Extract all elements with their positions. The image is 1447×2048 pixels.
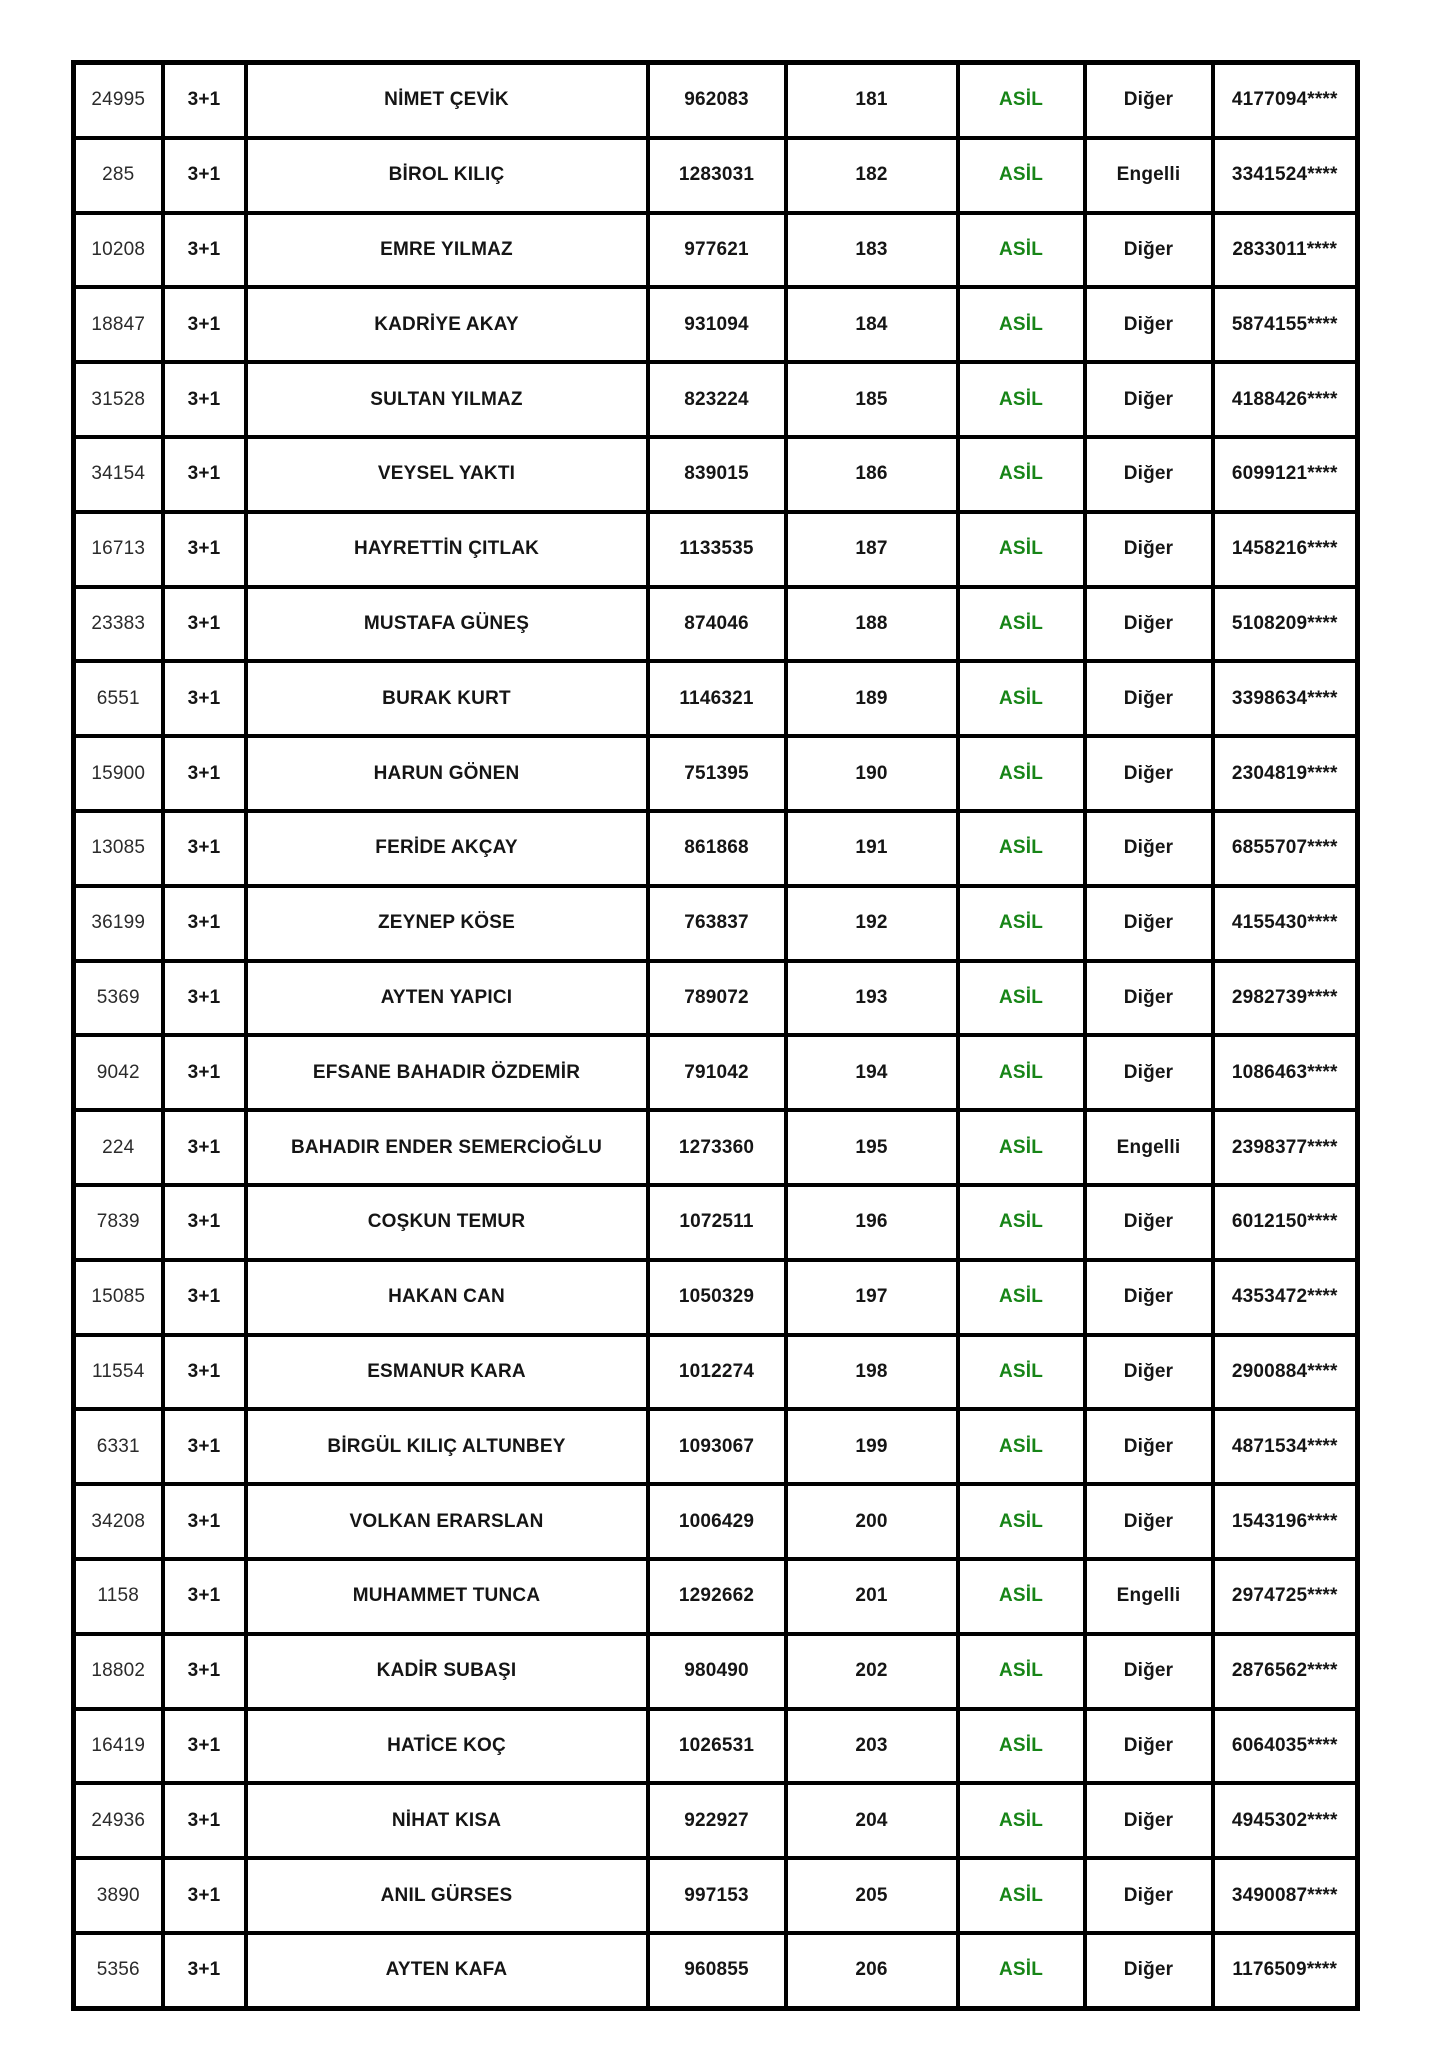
table-row <box>74 138 1358 213</box>
unit-type-cell: 3+1 <box>163 287 246 362</box>
application-code-cell: 823224 <box>648 362 786 437</box>
application-no-cell: 31528 <box>74 362 163 437</box>
masked-id-cell: 4945302**** <box>1213 1783 1358 1858</box>
draw-order-cell: 190 <box>786 736 958 811</box>
full-name-cell: ANIL GÜRSES <box>246 1858 648 1933</box>
result-status-cell: ASİL <box>958 362 1085 437</box>
application-code-cell: 1292662 <box>648 1559 786 1634</box>
category-cell: Diğer <box>1085 213 1213 288</box>
masked-id-cell: 4155430**** <box>1213 886 1358 961</box>
category-cell: Diğer <box>1085 63 1213 138</box>
unit-type-cell: 3+1 <box>163 1409 246 1484</box>
unit-type-cell: 3+1 <box>163 213 246 288</box>
result-status-cell: ASİL <box>958 1110 1085 1185</box>
category-cell: Diğer <box>1085 1185 1213 1260</box>
full-name-cell: EFSANE BAHADIR ÖZDEMİR <box>246 1035 648 1110</box>
full-name-cell: HATİCE KOÇ <box>246 1709 648 1784</box>
table-row <box>74 1035 1358 1110</box>
table-row <box>74 362 1358 437</box>
application-code-cell: 874046 <box>648 587 786 662</box>
table-row <box>74 287 1358 362</box>
full-name-cell: FERİDE AKÇAY <box>246 811 648 886</box>
full-name-cell: AYTEN YAPICI <box>246 961 648 1036</box>
masked-id-cell: 5874155**** <box>1213 287 1358 362</box>
application-code-cell: 1093067 <box>648 1409 786 1484</box>
table-row <box>74 661 1358 736</box>
draw-order-cell: 194 <box>786 1035 958 1110</box>
table-row <box>74 213 1358 288</box>
category-cell: Diğer <box>1085 661 1213 736</box>
result-status-cell: ASİL <box>958 811 1085 886</box>
masked-id-cell: 2982739**** <box>1213 961 1358 1036</box>
application-no-cell: 24995 <box>74 63 163 138</box>
draw-order-cell: 186 <box>786 437 958 512</box>
full-name-cell: VOLKAN ERARSLAN <box>246 1484 648 1559</box>
draw-order-cell: 205 <box>786 1858 958 1933</box>
unit-type-cell: 3+1 <box>163 811 246 886</box>
category-cell: Engelli <box>1085 1110 1213 1185</box>
application-code-cell: 1026531 <box>648 1709 786 1784</box>
masked-id-cell: 2876562**** <box>1213 1634 1358 1709</box>
unit-type-cell: 3+1 <box>163 1035 246 1110</box>
application-code-cell: 980490 <box>648 1634 786 1709</box>
unit-type-cell: 3+1 <box>163 1783 246 1858</box>
draw-order-cell: 188 <box>786 587 958 662</box>
draw-order-cell: 185 <box>786 362 958 437</box>
unit-type-cell: 3+1 <box>163 362 246 437</box>
masked-id-cell: 5108209**** <box>1213 587 1358 662</box>
application-code-cell: 931094 <box>648 287 786 362</box>
application-no-cell: 34154 <box>74 437 163 512</box>
application-no-cell: 16419 <box>74 1709 163 1784</box>
application-no-cell: 15085 <box>74 1260 163 1335</box>
unit-type-cell: 3+1 <box>163 1634 246 1709</box>
masked-id-cell: 6855707**** <box>1213 811 1358 886</box>
table-row <box>74 437 1358 512</box>
category-cell: Diğer <box>1085 811 1213 886</box>
result-status-cell: ASİL <box>958 1035 1085 1110</box>
draw-order-cell: 195 <box>786 1110 958 1185</box>
category-cell: Engelli <box>1085 1559 1213 1634</box>
application-code-cell: 1146321 <box>648 661 786 736</box>
table-row <box>74 63 1358 138</box>
table-row <box>74 1634 1358 1709</box>
result-status-cell: ASİL <box>958 736 1085 811</box>
application-no-cell: 224 <box>74 1110 163 1185</box>
draw-order-cell: 202 <box>786 1634 958 1709</box>
masked-id-cell: 2833011**** <box>1213 213 1358 288</box>
draw-order-cell: 200 <box>786 1484 958 1559</box>
table-row <box>74 512 1358 587</box>
full-name-cell: KADRİYE AKAY <box>246 287 648 362</box>
result-status-cell: ASİL <box>958 1709 1085 1784</box>
table-row <box>74 1709 1358 1784</box>
unit-type-cell: 3+1 <box>163 886 246 961</box>
result-status-cell: ASİL <box>958 287 1085 362</box>
draw-order-cell: 181 <box>786 63 958 138</box>
application-no-cell: 11554 <box>74 1335 163 1410</box>
masked-id-cell: 1086463**** <box>1213 1035 1358 1110</box>
application-no-cell: 36199 <box>74 886 163 961</box>
application-no-cell: 10208 <box>74 213 163 288</box>
category-cell: Diğer <box>1085 1858 1213 1933</box>
table-row <box>74 1110 1358 1185</box>
category-cell: Diğer <box>1085 1260 1213 1335</box>
result-status-cell: ASİL <box>958 961 1085 1036</box>
application-no-cell: 34208 <box>74 1484 163 1559</box>
application-code-cell: 789072 <box>648 961 786 1036</box>
result-status-cell: ASİL <box>958 138 1085 213</box>
application-no-cell: 9042 <box>74 1035 163 1110</box>
draw-order-cell: 198 <box>786 1335 958 1410</box>
masked-id-cell: 2398377**** <box>1213 1110 1358 1185</box>
application-no-cell: 23383 <box>74 587 163 662</box>
draw-order-cell: 201 <box>786 1559 958 1634</box>
application-no-cell: 6331 <box>74 1409 163 1484</box>
application-code-cell: 960855 <box>648 1933 786 2008</box>
table-row <box>74 811 1358 886</box>
draw-order-cell: 203 <box>786 1709 958 1784</box>
masked-id-cell: 2974725**** <box>1213 1559 1358 1634</box>
full-name-cell: SULTAN YILMAZ <box>246 362 648 437</box>
draw-order-cell: 197 <box>786 1260 958 1335</box>
draw-order-cell: 192 <box>786 886 958 961</box>
unit-type-cell: 3+1 <box>163 1559 246 1634</box>
draw-order-cell: 183 <box>786 213 958 288</box>
masked-id-cell: 4177094**** <box>1213 63 1358 138</box>
masked-id-cell: 3490087**** <box>1213 1858 1358 1933</box>
result-status-cell: ASİL <box>958 1634 1085 1709</box>
application-code-cell: 962083 <box>648 63 786 138</box>
application-no-cell: 18802 <box>74 1634 163 1709</box>
table-row <box>74 1335 1358 1410</box>
application-code-cell: 1072511 <box>648 1185 786 1260</box>
application-code-cell: 791042 <box>648 1035 786 1110</box>
category-cell: Diğer <box>1085 287 1213 362</box>
category-cell: Diğer <box>1085 1709 1213 1784</box>
application-no-cell: 285 <box>74 138 163 213</box>
result-status-cell: ASİL <box>958 587 1085 662</box>
masked-id-cell: 1176509**** <box>1213 1933 1358 2008</box>
full-name-cell: BİRGÜL KILIÇ ALTUNBEY <box>246 1409 648 1484</box>
application-code-cell: 1133535 <box>648 512 786 587</box>
category-cell: Diğer <box>1085 1484 1213 1559</box>
application-no-cell: 24936 <box>74 1783 163 1858</box>
application-code-cell: 751395 <box>648 736 786 811</box>
draw-order-cell: 184 <box>786 287 958 362</box>
draw-order-cell: 206 <box>786 1933 958 2008</box>
result-status-cell: ASİL <box>958 437 1085 512</box>
full-name-cell: AYTEN KAFA <box>246 1933 648 2008</box>
draw-order-cell: 189 <box>786 661 958 736</box>
application-code-cell: 1273360 <box>648 1110 786 1185</box>
table-row <box>74 1185 1358 1260</box>
unit-type-cell: 3+1 <box>163 138 246 213</box>
table-row <box>74 961 1358 1036</box>
full-name-cell: HAYRETTİN ÇITLAK <box>246 512 648 587</box>
application-no-cell: 1158 <box>74 1559 163 1634</box>
category-cell: Diğer <box>1085 362 1213 437</box>
masked-id-cell: 4188426**** <box>1213 362 1358 437</box>
result-status-cell: ASİL <box>958 886 1085 961</box>
unit-type-cell: 3+1 <box>163 1484 246 1559</box>
unit-type-cell: 3+1 <box>163 1260 246 1335</box>
application-no-cell: 18847 <box>74 287 163 362</box>
full-name-cell: EMRE YILMAZ <box>246 213 648 288</box>
category-cell: Diğer <box>1085 1335 1213 1410</box>
category-cell: Diğer <box>1085 1409 1213 1484</box>
table-body <box>74 63 1358 2009</box>
result-status-cell: ASİL <box>958 1185 1085 1260</box>
result-status-cell: ASİL <box>958 213 1085 288</box>
application-no-cell: 15900 <box>74 736 163 811</box>
application-no-cell: 16713 <box>74 512 163 587</box>
application-code-cell: 922927 <box>648 1783 786 1858</box>
full-name-cell: HAKAN CAN <box>246 1260 648 1335</box>
masked-id-cell: 1543196**** <box>1213 1484 1358 1559</box>
masked-id-cell: 3398634**** <box>1213 661 1358 736</box>
unit-type-cell: 3+1 <box>163 1858 246 1933</box>
application-code-cell: 839015 <box>648 437 786 512</box>
result-status-cell: ASİL <box>958 512 1085 587</box>
result-status-cell: ASİL <box>958 1933 1085 2008</box>
application-no-cell: 6551 <box>74 661 163 736</box>
application-no-cell: 7839 <box>74 1185 163 1260</box>
unit-type-cell: 3+1 <box>163 1185 246 1260</box>
category-cell: Diğer <box>1085 437 1213 512</box>
application-code-cell: 1050329 <box>648 1260 786 1335</box>
application-code-cell: 1012274 <box>648 1335 786 1410</box>
table-row <box>74 1933 1358 2008</box>
application-code-cell: 1006429 <box>648 1484 786 1559</box>
table-row <box>74 1260 1358 1335</box>
application-code-cell: 1283031 <box>648 138 786 213</box>
masked-id-cell: 2900884**** <box>1213 1335 1358 1410</box>
category-cell: Diğer <box>1085 1035 1213 1110</box>
category-cell: Diğer <box>1085 1783 1213 1858</box>
table-row <box>74 1858 1358 1933</box>
category-cell: Diğer <box>1085 736 1213 811</box>
lottery-results-table <box>71 60 1360 2011</box>
draw-order-cell: 204 <box>786 1783 958 1858</box>
category-cell: Diğer <box>1085 1634 1213 1709</box>
application-no-cell: 5356 <box>74 1933 163 2008</box>
masked-id-cell: 6099121**** <box>1213 437 1358 512</box>
unit-type-cell: 3+1 <box>163 1335 246 1410</box>
table-row <box>74 1783 1358 1858</box>
masked-id-cell: 4871534**** <box>1213 1409 1358 1484</box>
draw-order-cell: 199 <box>786 1409 958 1484</box>
result-status-cell: ASİL <box>958 1858 1085 1933</box>
full-name-cell: HARUN GÖNEN <box>246 736 648 811</box>
result-status-cell: ASİL <box>958 1783 1085 1858</box>
full-name-cell: NİHAT KISA <box>246 1783 648 1858</box>
unit-type-cell: 3+1 <box>163 961 246 1036</box>
full-name-cell: VEYSEL YAKTI <box>246 437 648 512</box>
result-status-cell: ASİL <box>958 1559 1085 1634</box>
draw-order-cell: 182 <box>786 138 958 213</box>
application-no-cell: 3890 <box>74 1858 163 1933</box>
result-status-cell: ASİL <box>958 1484 1085 1559</box>
unit-type-cell: 3+1 <box>163 63 246 138</box>
table-row <box>74 1409 1358 1484</box>
table-row <box>74 886 1358 961</box>
masked-id-cell: 3341524**** <box>1213 138 1358 213</box>
table-row <box>74 1559 1358 1634</box>
full-name-cell: MUSTAFA GÜNEŞ <box>246 587 648 662</box>
category-cell: Diğer <box>1085 886 1213 961</box>
masked-id-cell: 1458216**** <box>1213 512 1358 587</box>
full-name-cell: MUHAMMET TUNCA <box>246 1559 648 1634</box>
full-name-cell: NİMET ÇEVİK <box>246 63 648 138</box>
full-name-cell: KADİR SUBAŞI <box>246 1634 648 1709</box>
result-status-cell: ASİL <box>958 63 1085 138</box>
result-status-cell: ASİL <box>958 1409 1085 1484</box>
full-name-cell: BAHADIR ENDER SEMERCİOĞLU <box>246 1110 648 1185</box>
application-code-cell: 763837 <box>648 886 786 961</box>
full-name-cell: ZEYNEP KÖSE <box>246 886 648 961</box>
full-name-cell: COŞKUN TEMUR <box>246 1185 648 1260</box>
unit-type-cell: 3+1 <box>163 437 246 512</box>
application-no-cell: 13085 <box>74 811 163 886</box>
result-status-cell: ASİL <box>958 661 1085 736</box>
table-row <box>74 736 1358 811</box>
category-cell: Diğer <box>1085 961 1213 1036</box>
table-row <box>74 587 1358 662</box>
unit-type-cell: 3+1 <box>163 736 246 811</box>
unit-type-cell: 3+1 <box>163 661 246 736</box>
application-code-cell: 977621 <box>648 213 786 288</box>
masked-id-cell: 6064035**** <box>1213 1709 1358 1784</box>
category-cell: Diğer <box>1085 512 1213 587</box>
result-status-cell: ASİL <box>958 1260 1085 1335</box>
category-cell: Engelli <box>1085 138 1213 213</box>
application-code-cell: 997153 <box>648 1858 786 1933</box>
masked-id-cell: 2304819**** <box>1213 736 1358 811</box>
full-name-cell: BİROL KILIÇ <box>246 138 648 213</box>
unit-type-cell: 3+1 <box>163 587 246 662</box>
category-cell: Diğer <box>1085 587 1213 662</box>
draw-order-cell: 187 <box>786 512 958 587</box>
masked-id-cell: 6012150**** <box>1213 1185 1358 1260</box>
category-cell: Diğer <box>1085 1933 1213 2008</box>
full-name-cell: BURAK KURT <box>246 661 648 736</box>
application-code-cell: 861868 <box>648 811 786 886</box>
application-no-cell: 5369 <box>74 961 163 1036</box>
full-name-cell: ESMANUR KARA <box>246 1335 648 1410</box>
table-row <box>74 1484 1358 1559</box>
unit-type-cell: 3+1 <box>163 1709 246 1784</box>
unit-type-cell: 3+1 <box>163 1110 246 1185</box>
masked-id-cell: 4353472**** <box>1213 1260 1358 1335</box>
draw-order-cell: 196 <box>786 1185 958 1260</box>
unit-type-cell: 3+1 <box>163 1933 246 2008</box>
result-status-cell: ASİL <box>958 1335 1085 1410</box>
unit-type-cell: 3+1 <box>163 512 246 587</box>
draw-order-cell: 193 <box>786 961 958 1036</box>
draw-order-cell: 191 <box>786 811 958 886</box>
